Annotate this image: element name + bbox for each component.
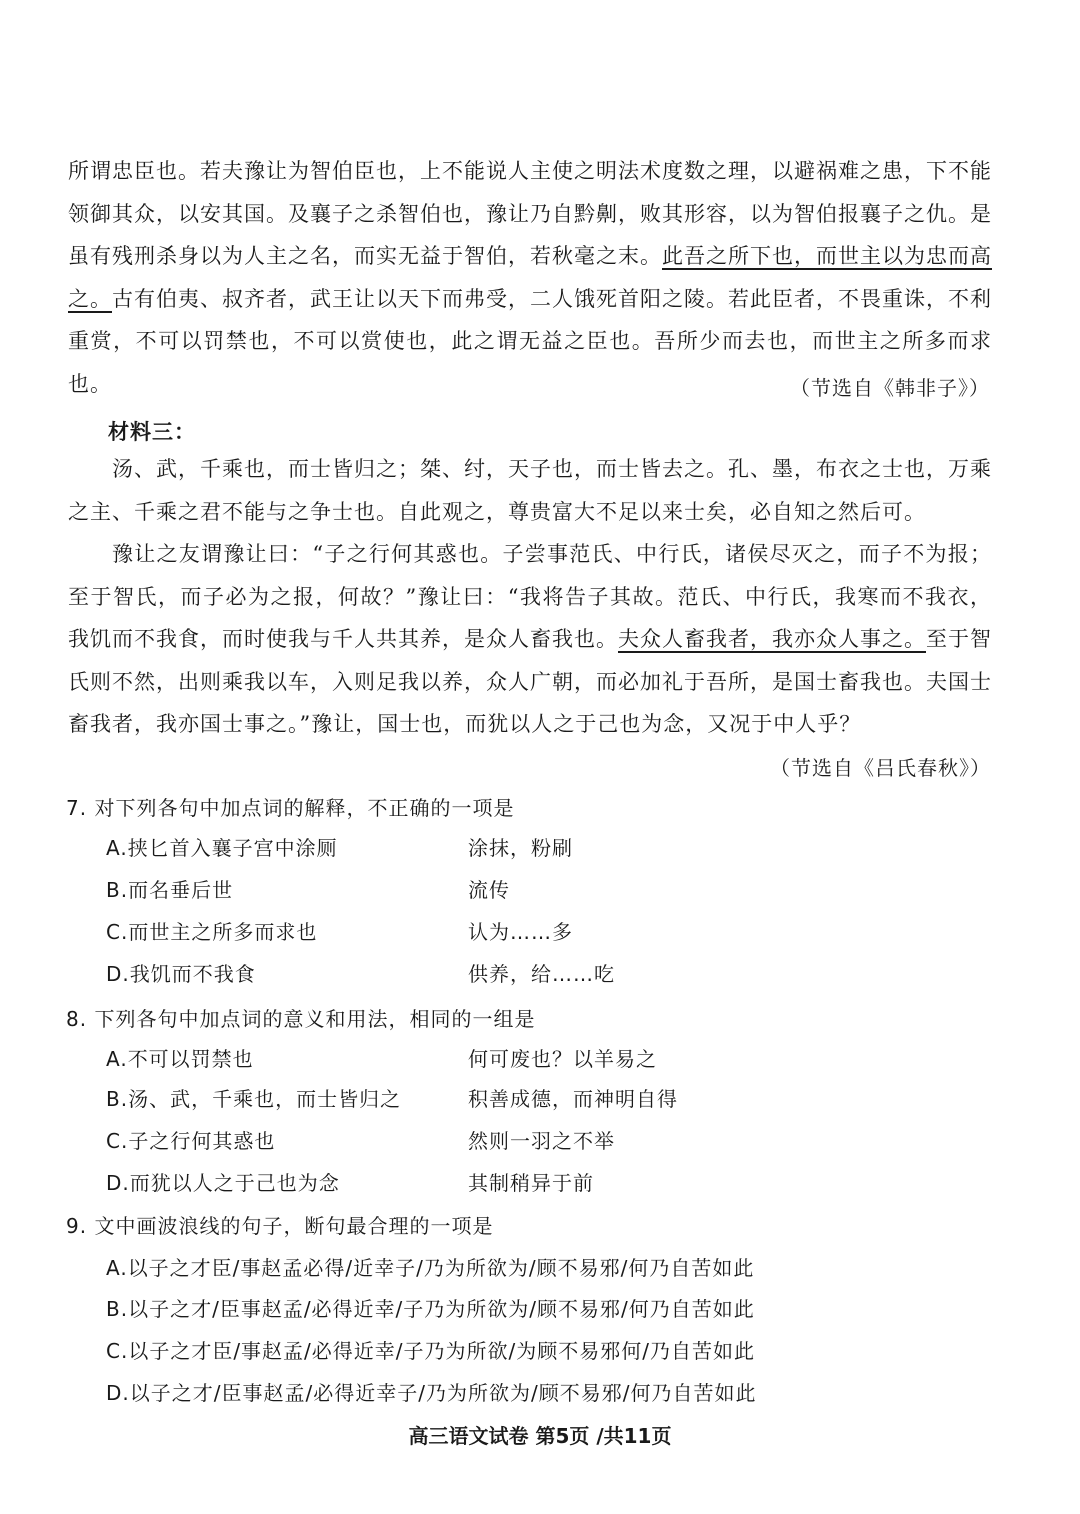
- question-9-option-c[interactable]: C.以子之才臣/事赵孟/必得近幸/子乃为所欲/为顾不易邪何/乃自苦如此: [106, 1339, 756, 1363]
- source-citation-hanfeizi: （节选自《韩非子》）: [790, 376, 990, 400]
- question-7-option-d[interactable]: D.我饥而不我食 供养，给……吃: [106, 962, 615, 986]
- question-8-option-d[interactable]: D.而犹以人之于己也为念 其制稍异于前: [106, 1171, 594, 1195]
- question-7-option-a[interactable]: A.挟匕首入襄子宫中涂厕 涂抹，粉刷: [106, 836, 573, 860]
- question-8-option-a[interactable]: A.不可以罚禁也 何可废也？以羊易之: [106, 1047, 657, 1071]
- question-9-option-d[interactable]: D.以子之才/臣事赵孟/必得近幸子/乃为所欲为/顾不易邪/何乃自苦如此: [106, 1381, 757, 1405]
- question-9-option-a[interactable]: A.以子之才臣/事赵孟必得/近幸子/乃为所欲为/顾不易邪/何乃自苦如此: [106, 1256, 755, 1280]
- question-8-stem: 8. 下列各句中加点词的意义和用法，相同的一组是: [66, 1007, 536, 1031]
- underlined-sentence: 夫众人畜我者，我亦众人事之。: [618, 627, 926, 651]
- material2-passage: 所谓忠臣也。若夫豫让为智伯臣也，上不能说人主使之明法术度数之理，以避祸难之患，下不能领御其众，以安其国。及襄子之杀智伯也，豫让乃自黔劓，败其形容，以为智伯报襄子之仇。是虽有残刑杀身以为人主之名，而实无益于智伯，若秋毫之末。此吾之所下也，而世主以为忠而高之。古有伯夷、叔齐者，武王让以天下而弗受，二人饿死首阳之陵。若此臣者，不畏重诛，不利重赏，不可以罚禁也，不可以赏使也，此之谓无益之臣也。吾所少而去也，而世主之所多而求也。: [68, 159, 992, 396]
- question-8-option-c[interactable]: C.子之行何其惑也 然则一羽之不举: [106, 1129, 615, 1153]
- question-7-option-c[interactable]: C.而世主之所多而求也 认为……多: [106, 920, 573, 944]
- question-7-option-b[interactable]: B.而名垂后世 流传: [106, 878, 510, 902]
- source-citation-lvshichunqiu: （节选自《吕氏春秋》）: [770, 756, 991, 780]
- question-9-option-b[interactable]: B.以子之才/臣事赵孟/必得近幸/子乃为所欲为/顾不易邪/何乃自苦如此: [106, 1297, 755, 1321]
- question-8-option-b[interactable]: B.汤、武，千乘也，而士皆归之 积善成德，而神明自得: [106, 1087, 678, 1111]
- material3-paragraph-1: 汤、武，千乘也，而士皆归之；桀、纣，天子也，而士皆去之。孔、墨，布衣之士也，万乘之主、千乘之君不能与之争士也。自此观之，尊贵富大不足以来士矣，必自知之然后可。: [68, 457, 992, 524]
- material3-heading: 材料三：: [108, 419, 196, 444]
- material3-paragraph-2: 豫让之友谓豫让曰：“子之行何其惑也。子尝事范氏、中行氏，诸侯尽灭之，而子不为报；至于智氏，而子必为之报，何故？”豫让曰：“我将告子其故。范氏、中行氏，我寒而不我衣，我饥而不我食，而时使我与千人共其养，是众人畜我也。夫众人畜我者，我亦众人事之。至于智氏则不然，出则乘我以车，入则足我以养，众人广朝，而必加礼于吾所，是国士畜我也。夫国士畜我者，我亦国士事之。”豫让，国士也，而犹以人之于己也为念，又况于中人乎？: [68, 542, 992, 736]
- question-7-stem: 7. 对下列各句中加点词的解释，不正确的一项是: [66, 796, 515, 820]
- question-9-stem: 9. 文中画波浪线的句子，断句最合理的一项是: [66, 1214, 494, 1238]
- underlined-sentence: 此吾之所下也，而世主以为忠而高之。: [68, 244, 992, 311]
- page-footer: 高三语文试卷 第5页 /共11页: [408, 1424, 672, 1448]
